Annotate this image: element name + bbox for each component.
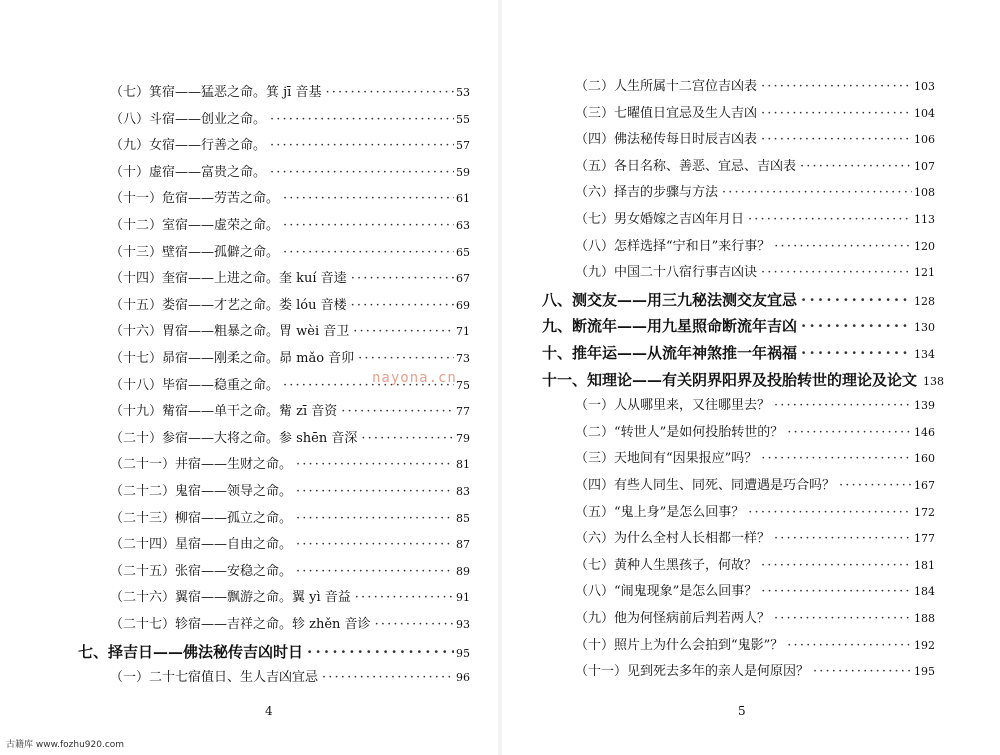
toc-entry	[575, 264, 935, 282]
toc-entry	[575, 184, 935, 202]
dot-leader	[351, 589, 454, 607]
toc-entry-label: （十九）觜宿——单干之命。觜 zī 音资	[110, 404, 338, 420]
dot-leader	[292, 510, 454, 528]
toc-entry	[575, 450, 935, 468]
toc-entry	[110, 616, 470, 634]
toc-entry-label: （七）黄种人生黑孩子，何故？	[575, 557, 758, 573]
dot-leader	[357, 430, 454, 448]
toc-entry-label: （八）斗宿——创业之命。	[110, 111, 267, 127]
toc-page-number: 107	[914, 159, 935, 173]
dot-leader	[266, 111, 454, 129]
dot-leader	[303, 643, 454, 661]
toc-page-number: 139	[914, 399, 935, 413]
toc-entry	[110, 111, 470, 129]
toc-chapter-entry	[542, 370, 945, 391]
page-number: 4	[265, 704, 273, 718]
dot-leader	[279, 190, 454, 208]
page-number: 5	[738, 704, 746, 718]
dot-leader	[292, 483, 454, 501]
toc-entry	[110, 536, 470, 554]
dot-leader	[757, 105, 912, 123]
toc-page-number: 89	[456, 564, 470, 578]
toc-page-number: 63	[456, 219, 470, 232]
toc-page-number: 57	[456, 139, 470, 153]
toc-page-number: 134	[914, 348, 935, 361]
dot-leader	[835, 477, 912, 495]
toc-entry	[110, 190, 470, 208]
toc-entry-label: 八、测交友——用三九秘法测交友宜忌	[542, 290, 798, 309]
dot-leader	[318, 669, 454, 687]
toc-entry-label: （二十一）井宿——生财之命。	[110, 457, 293, 473]
toc-entry	[575, 504, 935, 522]
toc-entry-label: （十六）胃宿——粗暴之命。胃 wèi 音卫	[110, 324, 350, 340]
dot-leader	[371, 616, 454, 634]
dot-leader	[783, 637, 912, 655]
toc-page-number: 160	[914, 452, 935, 466]
toc-entry	[575, 530, 935, 548]
dot-leader	[770, 530, 912, 548]
toc-entry-label: （二十五）张宿——安稳之命。	[110, 563, 293, 579]
toc-page-number: 177	[914, 532, 935, 546]
toc-entry	[575, 663, 935, 681]
toc-entry-label: （三）天地间有“因果报应”吗？	[575, 451, 758, 467]
dot-leader	[757, 78, 912, 96]
toc-entry	[575, 238, 935, 256]
toc-entry-label: （五）“鬼上身”是怎么回事？	[575, 504, 745, 520]
toc-page-number: 73	[456, 352, 470, 365]
toc-entry	[575, 78, 935, 96]
dot-leader	[744, 211, 912, 229]
toc-page-number: 59	[456, 165, 470, 179]
dot-leader	[347, 297, 454, 315]
toc-entry	[110, 483, 470, 501]
toc-entry-label: 九、断流年——用九星照命断流年吉凶	[542, 317, 798, 336]
toc-entry-label: （十）虚宿——富贵之命。	[110, 164, 267, 180]
toc-entry-label: （十八）毕宿——稳重之命。	[110, 377, 280, 393]
toc-entry-label: （二十二）鬼宿——领导之命。	[110, 484, 293, 499]
toc-page-number: 61	[456, 192, 470, 206]
toc-page-number: 87	[456, 538, 470, 552]
toc-entry-label: （九）中国二十八宿行事吉凶诀	[575, 265, 758, 281]
toc-page-number: 69	[456, 298, 470, 312]
toc-entry-label: （二十七）轸宿——吉祥之命。轸 zhěn 音诊	[110, 617, 371, 632]
toc-entry-label: 十、推年运——从流年神煞推一年祸福	[542, 344, 798, 362]
toc-entry	[110, 217, 470, 235]
toc-page-number: 71	[456, 325, 470, 339]
toc-entry-label: （十）照片上为什么会拍到“鬼影”？	[575, 637, 784, 653]
dot-leader	[757, 557, 912, 575]
toc-entry-label: （十七）昴宿——刚柔之命。昴 mǎo 音卯	[110, 351, 355, 366]
toc-page-number: 83	[456, 485, 470, 498]
dot-leader	[783, 424, 912, 442]
toc-entry	[575, 211, 935, 229]
toc-page-number: 172	[914, 505, 935, 519]
dot-leader	[718, 184, 912, 202]
toc-page-number: 113	[914, 213, 935, 226]
toc-entry-label: （二十六）翼宿——飘游之命。翼 yì 音益	[110, 590, 351, 606]
toc-entry	[575, 583, 935, 601]
toc-entry	[110, 456, 470, 474]
dot-leader	[337, 403, 454, 421]
dot-leader	[770, 610, 912, 628]
dot-leader	[770, 238, 912, 256]
dot-leader	[347, 270, 454, 288]
toc-entry	[575, 131, 935, 149]
dot-leader	[797, 317, 912, 335]
toc-page-number: 53	[456, 86, 470, 99]
toc-entry-label: （四）佛法秘传每日时辰吉凶表	[575, 132, 758, 148]
toc-entry-label: （八）“闹鬼现象”是怎么回事？	[575, 584, 758, 600]
toc-entry	[575, 637, 935, 655]
dot-leader	[757, 583, 912, 601]
toc-chapter-entry	[542, 291, 935, 311]
toc-page-number: 128	[914, 294, 935, 308]
toc-entry-label: （七）箕宿——猛恶之命。箕 jī 音基	[110, 85, 322, 100]
toc-entry-label: （二十三）柳宿——孤立之命。	[110, 510, 293, 526]
dot-leader	[354, 350, 454, 368]
toc-entry-label: （六）择吉的步骤与方法	[575, 185, 719, 201]
toc-chapter-entry	[78, 643, 470, 663]
toc-page-number: 103	[914, 80, 935, 93]
dot-leader	[292, 536, 454, 554]
toc-page-number: 181	[914, 558, 935, 572]
toc-entry	[110, 84, 470, 102]
toc-entry	[110, 164, 470, 182]
toc-entry	[110, 137, 470, 155]
toc-page-number: 138	[923, 374, 945, 388]
toc-page-number: 121	[914, 266, 935, 280]
toc-page-number: 108	[914, 186, 935, 200]
dot-leader	[292, 456, 454, 474]
toc-entry	[110, 297, 470, 315]
toc-entry-label: （二十四）星宿——自由之命。	[110, 537, 293, 553]
toc-entry-label: （二）“转世人”是如何投胎转世的？	[575, 424, 784, 440]
toc-page-number: 146	[914, 425, 935, 439]
footer-mark: 古籍库 www.fozhu920.com	[6, 740, 125, 750]
toc-entry	[110, 563, 470, 581]
toc-page-number: 91	[456, 591, 470, 605]
dot-leader	[321, 84, 454, 102]
right-page	[500, 0, 1000, 755]
dot-leader	[809, 663, 912, 681]
toc-entry-label: （七）男女婚嫁之吉凶年月日	[575, 212, 745, 227]
toc-page-number: 192	[914, 638, 935, 652]
toc-entry-label: （四）有些人同生、同死、同遭遇是巧合吗？	[575, 478, 836, 493]
toc-entry	[110, 403, 470, 421]
toc-page-number: 75	[456, 378, 470, 392]
dot-leader	[349, 323, 454, 341]
toc-page-number: 65	[456, 245, 470, 259]
toc-page-number: 120	[914, 239, 935, 253]
toc-entry-label: （九）他为何怪病前后判若两人？	[575, 611, 771, 626]
toc-entry	[110, 669, 470, 687]
toc-entry-label: （十一）危宿——劳苦之命。	[110, 191, 280, 207]
toc-entry	[575, 158, 935, 176]
toc-page-number: 95	[456, 646, 470, 660]
dot-leader	[796, 158, 912, 176]
toc-page-number: 188	[914, 612, 935, 625]
dot-leader	[757, 131, 912, 149]
toc-entry	[110, 323, 470, 341]
toc-chapter-entry	[542, 317, 935, 337]
toc-entry-label: （九）女宿——行善之命。	[110, 138, 267, 154]
dot-leader	[770, 397, 912, 415]
toc-page-number: 195	[914, 665, 935, 679]
dot-leader	[279, 244, 454, 262]
toc-page-number: 55	[456, 112, 470, 126]
dot-leader	[797, 344, 912, 362]
toc-entry-label: （十五）娄宿——才艺之命。娄 lóu 音楼	[110, 297, 347, 313]
watermark: nayona.cn	[372, 370, 457, 386]
toc-entry-label: （八）怎样选择“宁和日”来行事？	[575, 238, 771, 254]
toc-entry-label: 十一、知理论——有关阴界阳界及投胎转世的理论及论文	[542, 370, 918, 389]
toc-entry	[575, 105, 935, 123]
toc-entry-label: （三）七曜值日宜忌及生人吉凶	[575, 105, 758, 121]
toc-entry	[575, 477, 935, 495]
toc-entry-label: （六）为什么全村人长相都一样？	[575, 531, 771, 547]
dot-leader	[266, 137, 454, 155]
toc-entry-label: （一）人从哪里来，又往哪里去？	[575, 398, 771, 414]
toc-entry-label: （十二）室宿——虚荣之命。	[110, 218, 280, 233]
toc-entry	[575, 397, 935, 415]
toc-chapter-entry	[542, 344, 935, 364]
dot-leader	[757, 450, 912, 468]
toc-entry	[110, 270, 470, 288]
toc-entry-label: （十三）壁宿——孤僻之命。	[110, 244, 280, 260]
toc-page-number: 77	[456, 405, 470, 419]
dot-leader	[744, 504, 912, 522]
toc-entry	[575, 610, 935, 628]
toc-page-number: 67	[456, 272, 470, 286]
toc-entry-label: 七、择吉日——佛法秘传吉凶时日	[78, 642, 304, 661]
toc-entry-label: （二）人生所属十二宫位吉凶表	[575, 79, 758, 94]
toc-entry	[110, 510, 470, 528]
toc-entry-label: （五）各日名称、善恶、宜忌、吉凶表	[575, 158, 797, 174]
toc-page-number: 184	[914, 585, 935, 599]
toc-entry	[110, 430, 470, 448]
toc-page-number: 85	[456, 511, 470, 525]
toc-page-number: 130	[914, 321, 935, 335]
toc-page-number: 79	[456, 431, 470, 445]
toc-entry	[110, 589, 470, 607]
toc-page-number: 104	[914, 106, 935, 120]
toc-entry	[575, 557, 935, 575]
toc-page-number: 167	[914, 479, 935, 492]
toc-page-number: 93	[456, 618, 470, 631]
toc-entry-label: （二十）参宿——大将之命。参 shēn 音深	[110, 430, 358, 446]
toc-entry	[575, 424, 935, 442]
toc-page-number: 106	[914, 133, 935, 147]
toc-entry	[110, 350, 470, 368]
dot-leader	[266, 164, 454, 182]
dot-leader	[797, 291, 912, 309]
dot-leader	[292, 563, 454, 581]
toc-page-number: 96	[456, 671, 470, 685]
dot-leader	[757, 264, 912, 282]
dot-leader	[279, 217, 454, 235]
toc-entry-label: （一）二十七宿值日、生人吉凶宜忌	[110, 670, 319, 686]
toc-entry-label: （十四）奎宿——上进之命。奎 kuí 音逵	[110, 271, 347, 287]
toc-entry-label: （十一）见到死去多年的亲人是何原因？	[575, 664, 810, 680]
toc-entry	[110, 244, 470, 262]
toc-page-number: 81	[456, 458, 470, 472]
